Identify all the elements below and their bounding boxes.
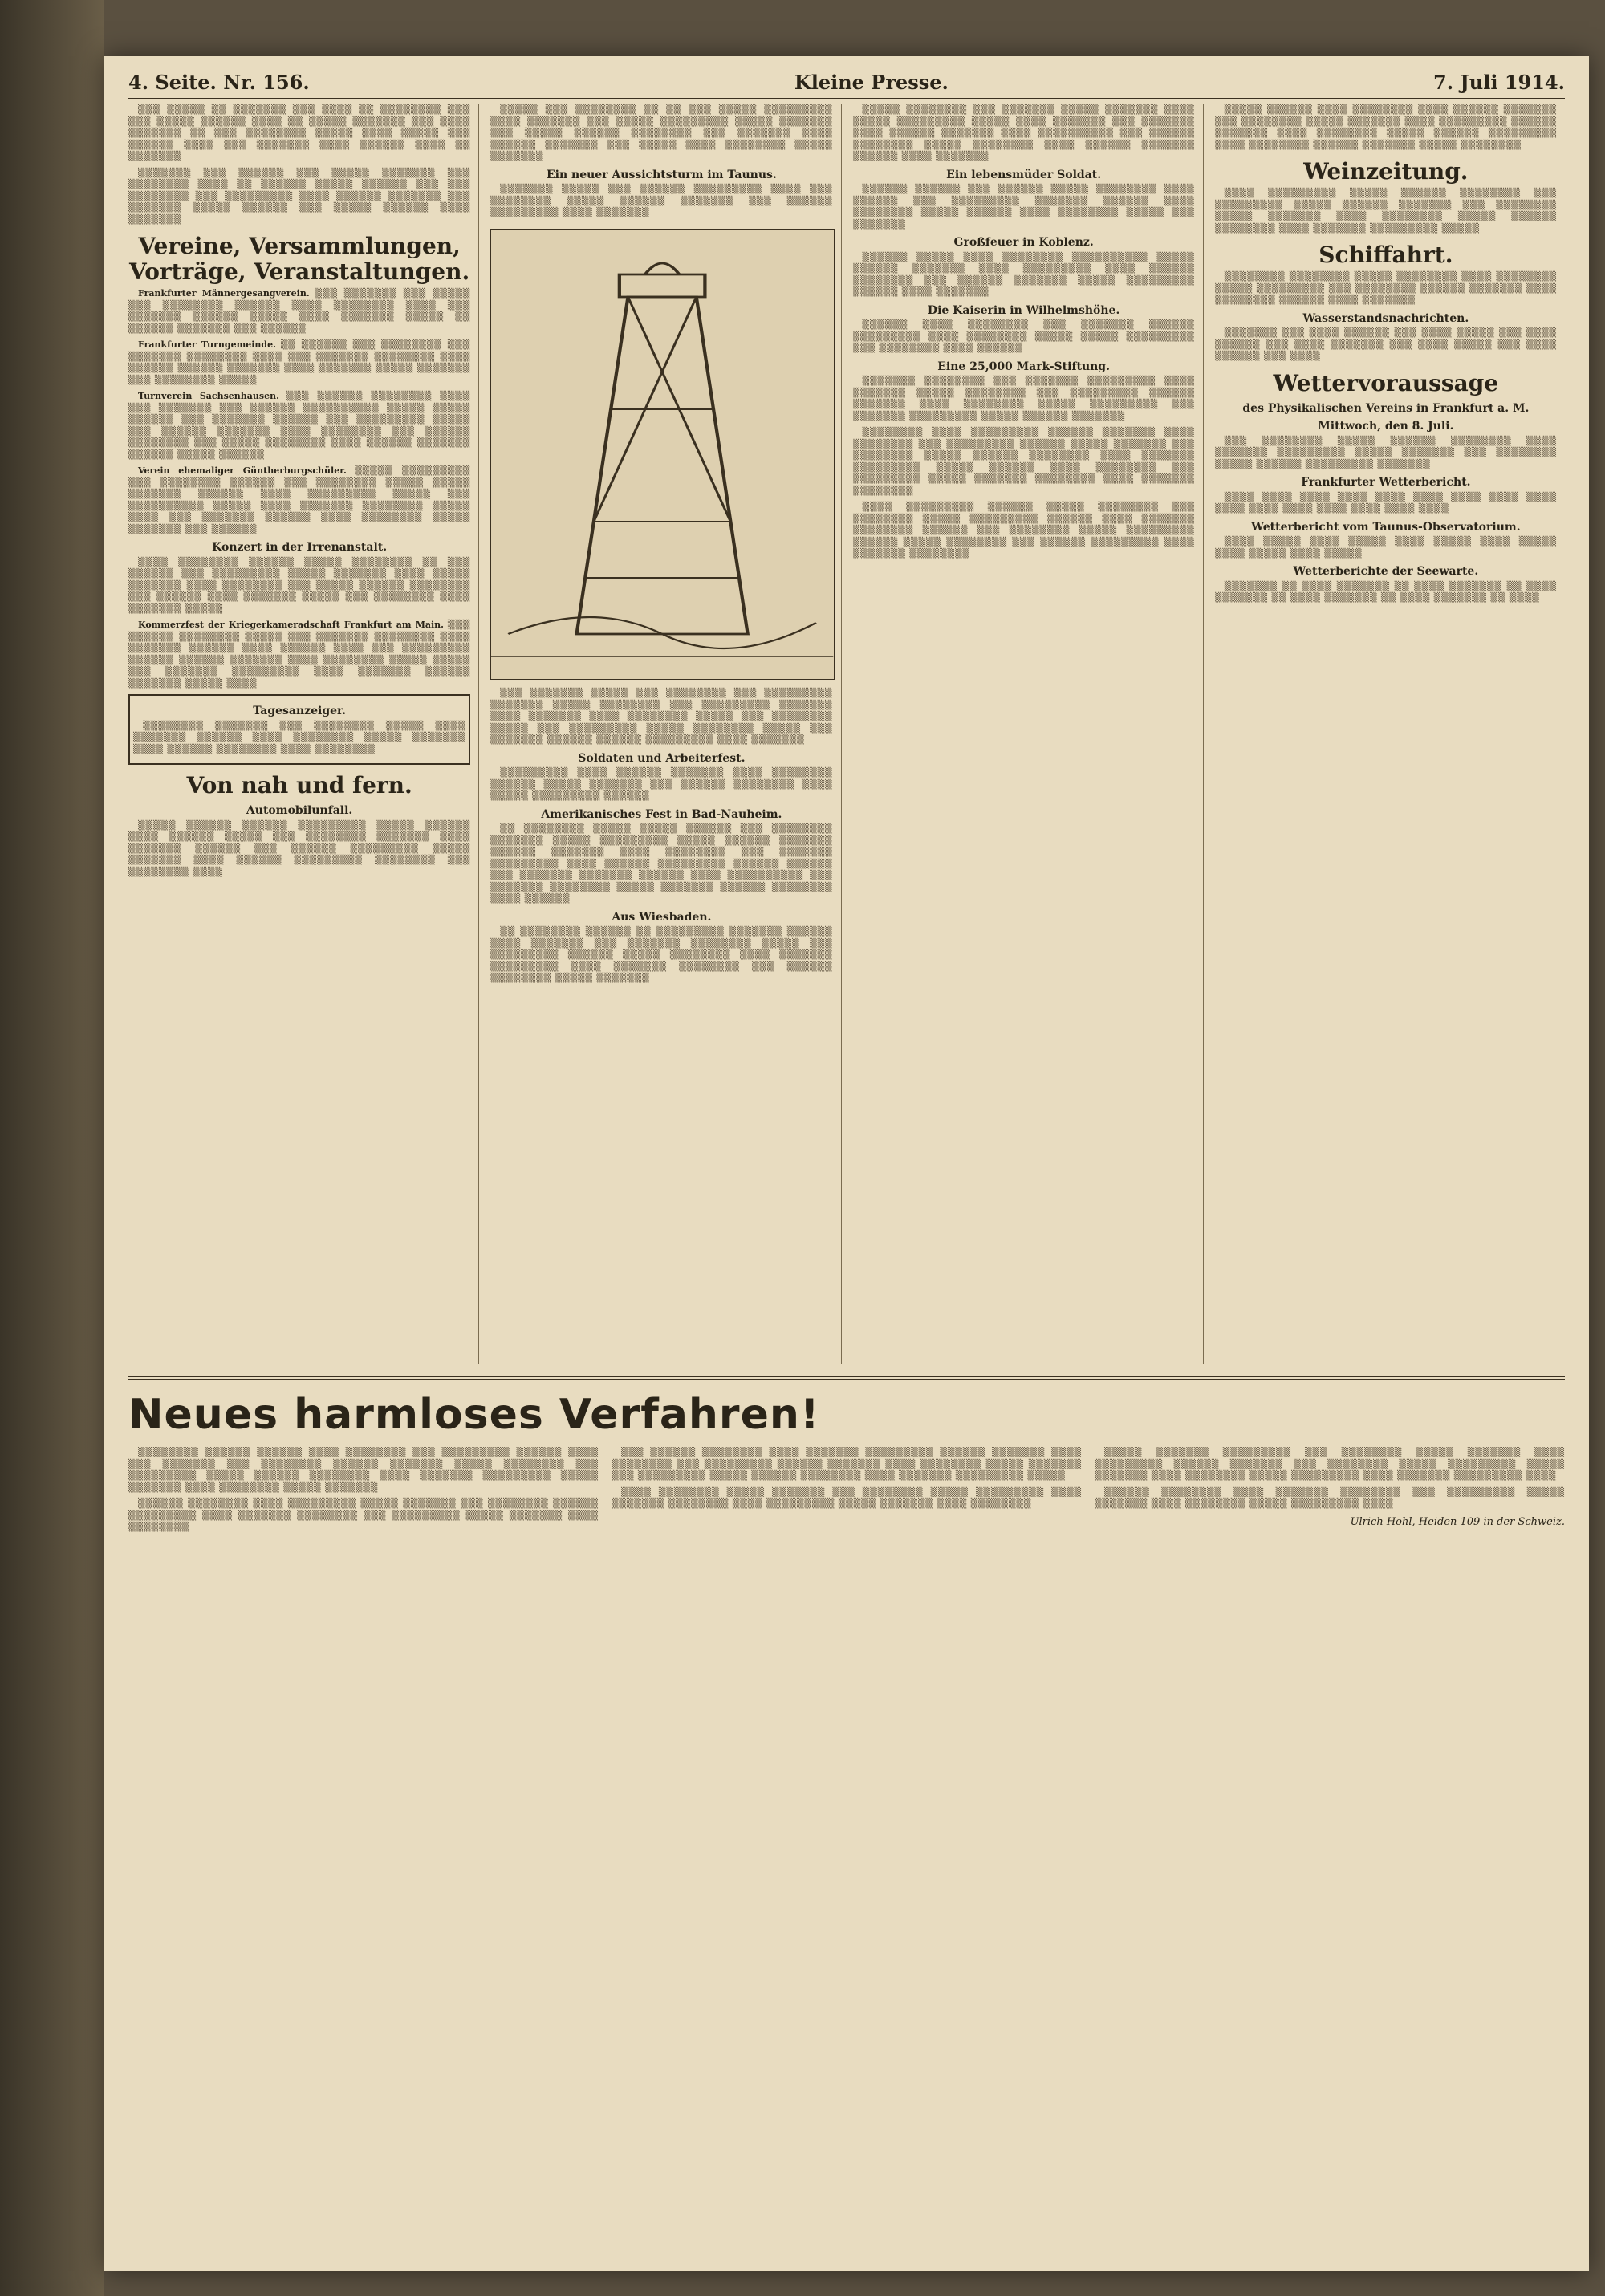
section-heading-wettervoraussage: Wettervoraussage — [1273, 369, 1499, 396]
notice-title: Kommerzfest der Kriegerkameradschaft Frankfurt am Main. — [138, 620, 445, 630]
article-heading: Automobilunfall. — [246, 804, 353, 817]
column-2: ▒▒▒▒▒ ▒▒▒ ▒▒▒▒▒▒▒▒ ▒▒ ▒▒ ▒▒▒ ▒▒▒▒▒ ▒▒▒▒▒▒▒▒▒ ▒▒▒▒ ▒▒▒▒▒▒▒ ▒▒▒ ▒▒▒▒▒ ▒▒▒▒▒▒▒▒▒ ▒▒▒▒▒ ▒▒▒▒▒▒▒ ▒▒▒ ▒▒▒▒▒ ▒▒▒▒▒▒ ▒▒▒▒▒▒▒▒ ▒▒▒ ▒▒▒▒▒▒▒ ▒▒▒▒ ▒▒▒▒▒▒ ▒▒▒▒▒▒▒ ▒▒▒ ▒▒▒▒▒ ▒▒▒▒ ▒▒▒▒▒▒▒▒ ▒▒▒▒▒ ▒▒▒▒▒▒▒ Ein neuer Aussichtsturm im Taunus. ▒▒▒▒▒▒▒ ▒▒▒▒▒ ▒▒▒ ▒▒▒▒▒▒ ▒▒▒▒▒▒▒▒▒ ▒▒▒▒ ▒▒▒ ▒▒▒▒▒▒▒▒ ▒▒▒▒▒ ▒▒▒▒▒▒ ▒▒▒▒▒▒▒ ▒▒▒ ▒▒▒▒▒▒ ▒▒▒▒▒▒▒▒▒ ▒▒▒▒ ▒▒▒▒▒▒▒ ▒▒▒ ▒▒▒▒▒▒▒ ▒▒▒▒▒ ▒▒▒ ▒▒▒▒▒▒▒▒ ▒▒▒ ▒▒▒▒▒▒▒▒▒ ▒▒▒▒▒▒▒ ▒▒▒▒▒ ▒▒▒▒▒▒▒▒ ▒▒▒ ▒▒▒▒▒▒▒▒▒ ▒▒▒▒▒▒▒ ▒▒▒▒ ▒▒▒▒▒▒▒ ▒▒▒▒ ▒▒▒▒▒▒▒▒ ▒▒▒▒▒ ▒▒▒ ▒▒▒▒▒▒▒▒ ▒▒▒▒▒ ▒▒▒ ▒▒▒▒▒▒▒▒▒ ▒▒▒▒▒ ▒▒▒▒▒▒▒▒ ▒▒▒▒▒ ▒▒▒ ▒▒▒▒▒▒▒ ▒▒▒▒▒▒ ▒▒▒▒▒▒ ▒▒▒▒▒▒▒▒▒ ▒▒▒▒ ▒▒▒▒▒▒▒ Soldaten und Arbeiterfest. ▒▒▒▒▒▒▒▒▒ ▒▒▒▒ ▒▒▒▒▒▒ ▒▒▒▒▒▒▒ ▒▒▒▒ ▒▒▒▒▒▒▒▒ ▒▒▒▒▒▒ ▒▒▒▒▒ ▒▒▒▒▒▒▒ ▒▒▒ ▒▒▒▒▒▒ ▒▒▒▒▒▒▒▒ ▒▒▒▒ ▒▒▒▒▒ ▒▒▒▒▒▒▒▒▒ ▒▒▒▒▒▒ Amerikanisches Fest in Bad-Nauheim. ▒▒ ▒▒▒▒▒▒▒▒ ▒▒▒▒▒ ▒▒▒▒▒ ▒▒▒▒▒▒ ▒▒▒ ▒▒▒▒▒▒▒▒ ▒▒▒▒▒▒▒ ▒▒▒▒▒ ▒▒▒▒▒▒▒▒▒ ▒▒▒▒▒ ▒▒▒▒▒▒ ▒▒▒▒▒▒▒ ▒▒▒▒▒▒ ▒▒▒▒▒▒▒ ▒▒▒▒ ▒▒▒▒▒▒▒▒ ▒▒▒ ▒▒▒▒▒▒▒ ▒▒▒▒▒▒▒▒▒ ▒▒▒▒ ▒▒▒▒▒▒ ▒▒▒▒▒▒▒▒▒ ▒▒▒▒▒▒ ▒▒▒▒▒▒ ▒▒▒ ▒▒▒▒▒▒▒ ▒▒▒▒▒▒▒ ▒▒▒▒▒▒ ▒▒▒▒ ▒▒▒▒▒▒▒▒▒▒ ▒▒▒ ▒▒▒▒▒▒▒ ▒▒▒▒▒▒▒▒ ▒▒▒▒▒ ▒▒▒▒▒▒▒ ▒▒▒▒▒▒ ▒▒▒▒▒▒▒▒ ▒▒▒▒ ▒▒▒▒▒▒ Aus Wiesbaden. ▒▒ ▒▒▒▒▒▒▒▒ ▒▒▒▒▒▒ ▒▒ ▒▒▒▒▒▒▒▒▒ ▒▒▒▒▒▒▒ ▒▒▒▒▒▒ ▒▒▒▒ ▒▒▒▒▒▒▒ ▒▒▒ ▒▒▒▒▒▒▒ ▒▒▒▒▒▒▒▒ ▒▒▒▒▒ ▒▒▒ ▒▒▒▒▒▒▒▒▒ ▒▒▒▒▒▒ ▒▒▒▒▒ ▒▒▒▒▒▒▒▒ ▒▒▒▒ ▒▒▒▒▒▒▒ ▒▒▒▒▒▒▒▒▒ ▒▒▒▒ ▒▒▒▒▒▒▒ ▒▒▒▒▒▒▒▒ ▒▒▒ ▒▒▒▒▒▒ ▒▒▒▒▒▒▒▒ ▒▒▒▒▒ ▒▒▒▒▒▒▒ — [490, 104, 841, 1364]
article-heading: Aus Wiesbaden. — [612, 910, 712, 924]
table-heading: Wasserstandsnachrichten. — [1302, 311, 1469, 325]
column-3: ▒▒▒▒▒ ▒▒▒▒▒▒▒▒ ▒▒▒ ▒▒▒▒▒▒▒ ▒▒▒▒▒ ▒▒▒▒▒▒▒ ▒▒▒▒ ▒▒▒▒▒ ▒▒▒▒▒▒▒▒▒ ▒▒▒▒▒ ▒▒▒▒ ▒▒▒▒▒▒▒ ▒▒▒ ▒▒▒▒▒▒▒ ▒▒▒▒ ▒▒▒▒▒▒ ▒▒▒▒▒▒▒ ▒▒▒▒ ▒▒▒▒▒▒▒▒▒▒ ▒▒▒ ▒▒▒▒▒▒ ▒▒▒▒▒▒▒▒ ▒▒▒▒▒ ▒▒▒▒▒▒▒▒ ▒▒▒▒ ▒▒▒▒▒▒ ▒▒▒▒▒▒▒ ▒▒▒▒▒▒ ▒▒▒▒ ▒▒▒▒▒▒▒ Ein lebensmüder Soldat. ▒▒▒▒▒▒ ▒▒▒▒▒▒ ▒▒▒ ▒▒▒▒▒▒ ▒▒▒▒▒ ▒▒▒▒▒▒▒▒ ▒▒▒▒ ▒▒▒▒▒▒ ▒▒▒ ▒▒▒▒▒▒▒▒▒ ▒▒▒▒▒▒▒ ▒▒▒▒▒▒ ▒▒▒▒ ▒▒▒▒▒▒▒▒ ▒▒▒▒▒ ▒▒▒▒▒▒ ▒▒▒▒ ▒▒▒▒▒▒▒▒ ▒▒▒▒▒ ▒▒▒ ▒▒▒▒▒▒▒ Großfeuer in Koblenz. ▒▒▒▒▒▒ ▒▒▒▒▒ ▒▒▒▒ ▒▒▒▒▒▒▒▒ ▒▒▒▒▒▒▒▒▒▒ ▒▒▒▒▒ ▒▒▒▒▒▒ ▒▒▒▒▒▒▒ ▒▒▒▒ ▒▒▒▒▒▒▒▒▒ ▒▒▒▒ ▒▒▒▒▒▒ ▒▒▒▒▒▒▒▒ ▒▒▒ ▒▒▒▒▒▒ ▒▒▒▒▒▒▒ ▒▒▒▒▒ ▒▒▒▒▒▒▒▒▒ ▒▒▒▒▒▒ ▒▒▒▒ ▒▒▒▒▒▒▒ Die Kaiserin in Wilhelmshöhe. ▒▒▒▒▒▒ ▒▒▒▒ ▒▒▒▒▒▒▒▒ ▒▒▒ ▒▒▒▒▒▒▒ ▒▒▒▒▒▒ ▒▒▒▒▒▒▒▒▒ ▒▒▒▒ ▒▒▒▒▒▒▒▒ ▒▒▒▒▒ ▒▒▒▒▒ ▒▒▒▒▒▒▒▒▒ ▒▒▒ ▒▒▒▒▒▒▒▒ ▒▒▒▒ ▒▒▒▒▒▒ Eine 25,000 Mark-Stiftung. ▒▒▒▒▒▒▒ ▒▒▒▒▒▒▒▒ ▒▒▒ ▒▒▒▒▒▒▒ ▒▒▒▒▒▒▒▒▒ ▒▒▒▒ ▒▒▒▒▒▒▒ ▒▒▒▒▒ ▒▒▒▒▒▒▒▒ ▒▒▒ ▒▒▒▒▒▒▒▒▒ ▒▒▒▒▒▒ ▒▒▒▒▒▒▒ ▒▒▒▒ ▒▒▒▒▒▒▒▒ ▒▒▒▒▒ ▒▒▒▒▒▒▒▒▒ ▒▒▒ ▒▒▒▒▒▒▒ ▒▒▒▒▒▒▒▒▒ ▒▒▒▒▒ ▒▒▒▒▒▒ ▒▒▒▒▒▒▒ ▒▒▒▒▒▒▒▒ ▒▒▒▒ ▒▒▒▒▒▒▒▒▒ ▒▒▒▒▒▒ ▒▒▒▒▒▒▒ ▒▒▒▒ ▒▒▒▒▒▒▒▒ ▒▒▒ ▒▒▒▒▒▒▒▒▒ ▒▒▒▒▒▒ ▒▒▒▒▒ ▒▒▒▒▒▒▒ ▒▒▒ ▒▒▒▒▒▒▒▒ ▒▒▒▒▒ ▒▒▒▒▒▒ ▒▒▒▒▒▒▒▒ ▒▒▒▒ ▒▒▒▒▒▒▒ ▒▒▒▒▒▒▒▒▒ ▒▒▒▒▒ ▒▒▒▒▒▒ ▒▒▒▒ ▒▒▒▒▒▒▒▒ ▒▒▒ ▒▒▒▒▒▒▒▒▒ ▒▒▒▒▒ ▒▒▒▒▒▒▒ ▒▒▒▒▒▒▒▒ ▒▒▒▒ ▒▒▒▒▒▒▒ ▒▒▒▒▒▒▒▒ ▒▒▒▒ ▒▒▒▒▒▒▒▒▒ ▒▒▒▒▒▒ ▒▒▒▒▒ ▒▒▒▒▒▒▒▒ ▒▒▒ ▒▒▒▒▒▒▒▒ ▒▒▒▒▒ ▒▒▒▒▒▒▒▒▒ ▒▒▒▒▒▒ ▒▒▒▒ ▒▒▒▒▒▒▒ ▒▒▒▒▒▒▒▒ ▒▒▒▒▒▒ ▒▒▒ ▒▒▒▒▒▒▒▒ ▒▒▒▒▒ ▒▒▒▒▒▒▒▒▒ ▒▒▒▒▒▒ ▒▒▒▒▒ ▒▒▒▒▒▒▒▒ ▒▒▒ ▒▒▒▒▒▒ ▒▒▒▒▒▒▒▒▒ ▒▒▒▒ ▒▒▒▒▒▒▒ ▒▒▒▒▒▒▒▒ — [853, 104, 1204, 1364]
article-heading: Ein neuer Aussichtsturm im Taunus. — [546, 168, 777, 181]
tagesanzeiger-heading: Tagesanzeiger. — [253, 705, 347, 717]
notice-title: Frankfurter Turngemeinde. — [138, 339, 276, 350]
observation-tower-illustration — [490, 229, 834, 680]
forecast-source: des Physikalischen Vereins in Frankfurt a. M. — [1242, 401, 1530, 415]
page-number: 4. Seite. Nr. 156. — [128, 70, 310, 94]
tagesanzeiger-box: Tagesanzeiger. ▒▒▒▒▒▒▒▒ ▒▒▒▒▒▒▒ ▒▒▒ ▒▒▒▒▒▒▒▒ ▒▒▒▒▒ ▒▒▒▒ ▒▒▒▒▒▒▒ ▒▒▒▒▒▒ ▒▒▒▒ ▒▒▒▒▒▒▒▒ ▒▒▒▒▒ ▒▒▒▒▒▒▒ ▒▒▒▒ ▒▒▒▒▒▒ ▒▒▒▒▒▒▒▒ ▒▒▒▒ ▒▒▒▒▒▒▒▒ — [128, 694, 470, 765]
ad-column-2: ▒▒▒ ▒▒▒▒▒▒ ▒▒▒▒▒▒▒▒ ▒▒▒▒ ▒▒▒▒▒▒▒ ▒▒▒▒▒▒▒▒▒ ▒▒▒▒▒▒ ▒▒▒▒▒▒▒ ▒▒▒▒ ▒▒▒▒▒▒▒▒ ▒▒▒ ▒▒▒▒▒▒▒▒▒ ▒▒▒▒▒▒ ▒▒▒▒▒▒▒ ▒▒▒▒ ▒▒▒▒▒▒▒▒ ▒▒▒▒▒ ▒▒▒▒▒▒▒ ▒▒▒ ▒▒▒▒▒▒▒▒▒ ▒▒▒▒▒ ▒▒▒▒▒▒ ▒▒▒▒▒▒▒▒ ▒▒▒▒ ▒▒▒▒▒▒▒ ▒▒▒▒▒▒▒▒▒ ▒▒▒▒▒ ▒▒▒▒ ▒▒▒▒▒▒▒▒ ▒▒▒▒▒ ▒▒▒▒▒▒▒ ▒▒▒ ▒▒▒▒▒▒▒▒ ▒▒▒▒▒ ▒▒▒▒▒▒▒▒▒ ▒▒▒▒ ▒▒▒▒▒▒▒ ▒▒▒▒▒▒▒▒ ▒▒▒▒ ▒▒▒▒▒▒▒▒▒ ▒▒▒▒▒ ▒▒▒▒▒▒▒ ▒▒▒▒ ▒▒▒▒▒▒▒▒ — [612, 1447, 1082, 1509]
article-heading: Ein lebensmüder Soldat. — [946, 168, 1102, 181]
notice-title: Verein ehemaliger Güntherburgschüler. — [138, 465, 347, 476]
newspaper-page — [104, 56, 1589, 2271]
ad-columns — [128, 1447, 1565, 2193]
ad-column-3: ▒▒▒▒▒ ▒▒▒▒▒▒▒ ▒▒▒▒▒▒▒▒▒ ▒▒▒ ▒▒▒▒▒▒▒▒ ▒▒▒▒▒ ▒▒▒▒▒▒▒ ▒▒▒▒ ▒▒▒▒▒▒▒▒▒ ▒▒▒▒▒▒ ▒▒▒▒▒▒▒ ▒▒▒ ▒▒▒▒▒▒▒▒ ▒▒▒▒▒ ▒▒▒▒▒▒▒▒▒ ▒▒▒▒▒ ▒▒▒▒▒▒▒ ▒▒▒▒ ▒▒▒▒▒▒▒▒ ▒▒▒▒▒ ▒▒▒▒▒▒▒▒▒ ▒▒▒▒ ▒▒▒▒▒▒▒ ▒▒▒▒▒▒▒▒▒ ▒▒▒▒ ▒▒▒▒▒▒ ▒▒▒▒▒▒▒▒ ▒▒▒▒ ▒▒▒▒▒▒▒ ▒▒▒▒▒▒▒▒ ▒▒▒ ▒▒▒▒▒▒▒▒▒ ▒▒▒▒▒ ▒▒▒▒▒▒▒ ▒▒▒▒ ▒▒▒▒▒▒▒▒ ▒▒▒▒▒ ▒▒▒▒▒▒▒▒▒ ▒▒▒▒ Ulrich Hohl, Heiden 109 in der Schweiz. — [1095, 1447, 1565, 1528]
notice-title: Frankfurter Männergesangverein. — [138, 288, 310, 299]
book-spine — [0, 0, 104, 2296]
issue-date: 7. Juli 1914. — [1433, 70, 1565, 94]
masthead: Kleine Presse. — [794, 70, 949, 94]
article-heading: Großfeuer in Koblenz. — [953, 236, 1094, 249]
column-1: ▒▒▒ ▒▒▒▒▒ ▒▒ ▒▒▒▒▒▒▒ ▒▒▒ ▒▒▒▒ ▒▒ ▒▒▒▒▒▒▒▒ ▒▒▒ ▒▒▒ ▒▒▒▒▒ ▒▒▒▒▒▒ ▒▒▒▒ ▒▒ ▒▒▒▒▒ ▒▒▒▒▒▒▒ ▒▒▒ ▒▒▒▒ ▒▒▒▒▒▒▒ ▒▒ ▒▒▒ ▒▒▒▒▒▒▒▒ ▒▒▒▒▒ ▒▒▒▒ ▒▒▒▒▒ ▒▒▒ ▒▒▒▒▒▒ ▒▒▒▒ ▒▒▒ ▒▒▒▒▒▒▒ ▒▒▒▒ ▒▒▒▒▒▒ ▒▒▒▒ ▒▒ ▒▒▒▒▒▒▒ ▒▒▒▒▒▒▒ ▒▒▒ ▒▒▒▒▒▒ ▒▒▒ ▒▒▒▒▒ ▒▒▒▒▒▒▒ ▒▒▒ ▒▒▒▒▒▒▒▒ ▒▒▒▒ ▒▒ ▒▒▒▒▒▒ ▒▒▒▒▒ ▒▒▒▒▒▒ ▒▒▒ ▒▒▒ ▒▒▒▒▒▒▒▒ ▒▒▒ ▒▒▒▒▒▒▒▒▒ ▒▒▒▒ ▒▒▒▒▒▒ ▒▒▒▒▒▒▒ ▒▒▒ ▒▒▒▒▒▒▒ ▒▒▒▒▒ ▒▒▒▒▒▒ ▒▒▒ ▒▒▒▒▒ ▒▒▒▒▒▒ ▒▒▒▒ ▒▒▒▒▒▒▒ Vereine, Versammlungen, Vorträge, Veranstaltungen. Frankfurter Männergesangverein. ▒▒▒ ▒▒▒▒▒▒▒ ▒▒▒ ▒▒▒▒▒ ▒▒▒ ▒▒▒▒▒▒▒▒ ▒▒▒▒▒▒ ▒▒▒▒ ▒▒▒▒▒▒▒▒ ▒▒▒▒ ▒▒▒ ▒▒▒▒▒▒▒ ▒▒▒▒▒▒ ▒▒▒▒▒ ▒▒▒▒ ▒▒▒▒▒▒▒ ▒▒▒▒▒ ▒▒ ▒▒▒▒▒▒ ▒▒▒▒▒▒▒ ▒▒▒ ▒▒▒▒▒▒ Frankfurter Turngemeinde. ▒▒ ▒▒▒▒▒▒ ▒▒▒ ▒▒▒▒▒▒▒▒ ▒▒▒ ▒▒▒▒▒▒▒ ▒▒▒▒▒▒▒▒ ▒▒▒▒ ▒▒▒ ▒▒▒▒▒▒▒ ▒▒▒▒▒▒▒▒ ▒▒▒▒ ▒▒▒▒▒▒ ▒▒▒▒▒▒ ▒▒▒▒▒▒▒ ▒▒▒▒ ▒▒▒▒▒▒▒ ▒▒▒▒▒ ▒▒▒▒▒▒▒ ▒▒▒ ▒▒▒▒▒▒▒▒ ▒▒▒▒▒ Turnverein Sachsenhausen. ▒▒▒ ▒▒▒▒▒▒ ▒▒▒▒▒▒▒▒ ▒▒▒▒ ▒▒▒ ▒▒▒▒▒▒▒ ▒▒▒ ▒▒▒▒▒▒ ▒▒▒▒▒▒▒▒▒▒ ▒▒▒▒▒ ▒▒▒▒▒ ▒▒▒▒▒▒ ▒▒▒ ▒▒▒▒▒▒▒ ▒▒▒▒▒▒ ▒▒▒ ▒▒▒▒▒▒▒▒▒ ▒▒▒▒▒ ▒▒▒ ▒▒▒▒▒▒ ▒▒▒▒▒▒▒ ▒▒▒▒ ▒▒▒▒▒▒▒▒ ▒▒▒ ▒▒▒▒▒▒ ▒▒▒▒▒▒▒▒ ▒▒▒ ▒▒▒▒▒ ▒▒▒▒▒▒▒▒ ▒▒▒▒ ▒▒▒▒▒▒ ▒▒▒▒▒▒▒ ▒▒▒▒▒▒ ▒▒▒▒▒ ▒▒▒▒▒▒ Verein ehemaliger Güntherburgschüler. ▒▒▒▒▒ ▒▒▒▒▒▒▒▒▒ ▒▒▒ ▒▒▒▒▒▒▒▒ ▒▒▒▒▒▒ ▒▒▒ ▒▒▒▒▒▒▒▒ ▒▒▒▒▒ ▒▒▒▒▒ ▒▒▒▒▒▒▒ ▒▒▒▒▒▒ ▒▒▒▒ ▒▒▒▒▒▒▒▒▒ ▒▒▒▒▒ ▒▒▒ ▒▒▒▒▒▒▒▒▒▒ ▒▒▒▒▒ ▒▒▒▒ ▒▒▒▒▒▒▒ ▒▒▒▒▒▒▒▒ ▒▒▒▒▒ ▒▒▒▒ ▒▒▒ ▒▒▒▒▒▒▒ ▒▒▒▒▒▒ ▒▒▒▒ ▒▒▒▒▒▒▒▒ ▒▒▒▒▒ ▒▒▒▒▒▒▒ ▒▒▒ ▒▒▒▒▒▒ Konzert in der Irrenanstalt. ▒▒▒▒ ▒▒▒▒▒▒▒▒ ▒▒▒▒▒▒ ▒▒▒▒▒ ▒▒▒▒▒▒▒▒ ▒▒ ▒▒▒ ▒▒▒▒▒▒ ▒▒▒ ▒▒▒▒▒▒▒▒▒ ▒▒▒▒▒ ▒▒▒▒▒▒▒ ▒▒▒▒ ▒▒▒▒▒ ▒▒▒▒▒▒▒ ▒▒▒▒ ▒▒▒▒▒▒▒▒ ▒▒▒ ▒▒▒▒▒ ▒▒▒▒▒▒ ▒▒▒▒▒▒▒▒ ▒▒▒ ▒▒▒▒▒▒ ▒▒▒▒ ▒▒▒▒▒▒▒ ▒▒▒▒▒ ▒▒▒ ▒▒▒▒▒▒▒▒ ▒▒▒▒ ▒▒▒▒▒▒▒ ▒▒▒▒▒ Kommerzfest der Kriegerkameradschaft Frankfurt am Main. ▒▒▒ ▒▒▒▒▒▒ ▒▒▒▒▒▒▒▒ ▒▒▒▒▒ ▒▒▒ ▒▒▒▒▒▒▒ ▒▒▒▒▒▒▒▒ ▒▒▒▒ ▒▒▒▒▒▒▒ ▒▒▒▒▒▒ ▒▒▒▒ ▒▒▒▒▒▒ ▒▒▒▒ ▒▒▒ ▒▒▒▒▒▒▒▒▒ ▒▒▒▒▒▒ ▒▒▒▒▒▒ ▒▒▒▒▒▒▒ ▒▒▒▒ ▒▒▒▒▒▒▒▒ ▒▒▒▒▒ ▒▒▒▒▒ ▒▒▒ ▒▒▒▒▒▒▒ ▒▒▒▒▒▒▒▒▒ ▒▒▒▒ ▒▒▒▒▒▒▒ ▒▒▒▒▒▒ ▒▒▒▒▒▒▒ ▒▒▒▒▒ ▒▒▒▒ Tagesanzeiger. ▒▒▒▒▒▒▒▒ ▒▒▒▒▒▒▒ ▒▒▒ ▒▒▒▒▒▒▒▒ ▒▒▒▒▒ ▒▒▒▒ ▒▒▒▒▒▒▒ ▒▒▒▒▒▒ ▒▒▒▒ ▒▒▒▒▒▒▒▒ ▒▒▒▒▒ ▒▒▒▒▒▒▒ ▒▒▒▒ ▒▒▒▒▒▒ ▒▒▒▒▒▒▒▒ ▒▒▒▒ ▒▒▒▒▒▒▒▒ Von nah und fern. Automobilunfall. ▒▒▒▒▒ ▒▒▒▒▒▒ ▒▒▒▒▒▒ ▒▒▒▒▒▒▒▒▒ ▒▒▒▒▒ ▒▒▒▒▒▒ ▒▒▒▒ ▒▒▒▒▒▒ ▒▒▒▒▒ ▒▒▒ ▒▒▒▒▒▒▒▒ ▒▒▒▒▒▒▒ ▒▒▒▒ ▒▒▒▒▒▒▒ ▒▒▒▒▒▒ ▒▒▒ ▒▒▒▒▒▒ ▒▒▒▒▒▒▒▒▒ ▒▒▒▒▒ ▒▒▒▒▒▒▒ ▒▒▒▒ ▒▒▒▒▒▒ ▒▒▒▒▒▒▒▒▒ ▒▒▒▒▒▒▒▒ ▒▒▒ ▒▒▒▒▒▒▒▒ ▒▒▒▒ — [128, 104, 479, 1364]
notice-heading: Konzert in der Irrenanstalt. — [212, 541, 388, 554]
ad-signature: Ulrich Hohl, Heiden 109 in der Schweiz. — [1350, 1515, 1565, 1528]
table-heading: Wetterbericht vom Taunus-Observatorium. — [1251, 520, 1521, 534]
page-header — [128, 66, 1565, 100]
section-heading-schiffahrt: Schiffahrt. — [1319, 242, 1453, 268]
notice-title: Turnverein Sachsenhausen. — [138, 391, 279, 401]
article-columns — [128, 104, 1565, 1364]
advertisement — [128, 1376, 1565, 2246]
article-heading: Die Kaiserin in Wilhelmshöhe. — [927, 303, 1120, 317]
column-4: ▒▒▒▒▒ ▒▒▒▒▒▒ ▒▒▒▒ ▒▒▒▒▒▒▒▒ ▒▒▒▒ ▒▒▒▒▒▒ ▒▒▒▒▒▒▒ ▒▒▒ ▒▒▒▒▒▒▒▒ ▒▒▒▒▒ ▒▒▒▒▒▒▒ ▒▒▒▒ ▒▒▒▒▒▒▒▒▒ ▒▒▒▒▒▒ ▒▒▒▒▒▒▒ ▒▒▒▒ ▒▒▒▒▒▒▒▒ ▒▒▒▒▒ ▒▒▒▒▒▒ ▒▒▒▒▒▒▒▒▒ ▒▒▒▒ ▒▒▒▒▒▒▒▒ ▒▒▒▒▒▒ ▒▒▒▒▒▒▒ ▒▒▒▒▒ ▒▒▒▒▒▒▒▒ Weinzeitung. ▒▒▒▒ ▒▒▒▒▒▒▒▒▒ ▒▒▒▒▒ ▒▒▒▒▒▒ ▒▒▒▒▒▒▒▒ ▒▒▒ ▒▒▒▒▒▒▒▒▒ ▒▒▒▒▒ ▒▒▒▒▒▒ ▒▒▒▒▒▒▒ ▒▒▒ ▒▒▒▒▒▒▒▒ ▒▒▒▒▒ ▒▒▒▒▒▒▒ ▒▒▒▒ ▒▒▒▒▒▒▒▒ ▒▒▒▒▒ ▒▒▒▒▒▒ ▒▒▒▒▒▒▒▒ ▒▒▒▒ ▒▒▒▒▒▒▒ ▒▒▒▒▒▒▒▒▒ ▒▒▒▒▒ Schiffahrt. ▒▒▒▒▒▒▒▒ ▒▒▒▒▒▒▒▒ ▒▒▒▒▒ ▒▒▒▒▒▒▒▒ ▒▒▒▒ ▒▒▒▒▒▒▒▒ ▒▒▒▒▒ ▒▒▒▒▒▒▒▒▒ ▒▒▒ ▒▒▒▒▒▒▒▒ ▒▒▒▒▒▒ ▒▒▒▒▒▒▒ ▒▒▒▒ ▒▒▒▒▒▒▒▒ ▒▒▒▒▒▒ ▒▒▒▒ ▒▒▒▒▒▒▒ Wasserstandsnachrichten. ▒▒▒▒▒▒▒ ▒▒▒ ▒▒▒▒ ▒▒▒▒▒▒ ▒▒▒ ▒▒▒▒ ▒▒▒▒▒ ▒▒▒ ▒▒▒▒ ▒▒▒▒▒▒ ▒▒▒ ▒▒▒▒ ▒▒▒▒▒▒▒ ▒▒▒ ▒▒▒▒ ▒▒▒▒▒ ▒▒▒ ▒▒▒▒ ▒▒▒▒▒▒ ▒▒▒ ▒▒▒▒ Wettervoraussage des Physikalischen Vereins in Frankfurt a. M. Mittwoch, den 8. Juli. ▒▒▒ ▒▒▒▒▒▒▒▒ ▒▒▒▒▒ ▒▒▒▒▒▒ ▒▒▒▒▒▒▒▒ ▒▒▒▒ ▒▒▒▒▒▒▒ ▒▒▒▒▒▒▒▒▒ ▒▒▒▒▒ ▒▒▒▒▒▒▒ ▒▒▒ ▒▒▒▒▒▒▒▒ ▒▒▒▒▒ ▒▒▒▒▒▒ ▒▒▒▒▒▒▒▒▒ ▒▒▒▒▒▒▒ Frankfurter Wetterbericht. ▒▒▒▒ ▒▒▒▒ ▒▒▒▒ ▒▒▒▒ ▒▒▒▒ ▒▒▒▒ ▒▒▒▒ ▒▒▒▒ ▒▒▒▒ ▒▒▒▒ ▒▒▒▒ ▒▒▒▒ ▒▒▒▒ ▒▒▒▒ ▒▒▒▒ ▒▒▒▒ Wetterbericht vom Taunus-Observatorium. ▒▒▒▒ ▒▒▒▒▒ ▒▒▒▒ ▒▒▒▒▒ ▒▒▒▒ ▒▒▒▒▒ ▒▒▒▒ ▒▒▒▒▒ ▒▒▒▒ ▒▒▒▒▒ ▒▒▒▒ ▒▒▒▒▒ Wetterberichte der Seewarte. ▒▒▒▒▒▒▒ ▒▒ ▒▒▒▒ ▒▒▒▒▒▒▒ ▒▒ ▒▒▒▒ ▒▒▒▒▒▒▒ ▒▒ ▒▒▒▒ ▒▒▒▒▒▒▒ ▒▒ ▒▒▒▒ ▒▒▒▒▒▒▒ ▒▒ ▒▒▒▒ ▒▒▒▒▒▒▒ ▒▒ ▒▒▒▒ — [1214, 104, 1557, 603]
table-heading: Frankfurter Wetterbericht. — [1301, 476, 1471, 489]
section-heading-von-nah-und-fern: Von nah und fern. — [186, 772, 412, 799]
article-heading: Soldaten und Arbeiterfest. — [578, 751, 746, 765]
section-heading-vereine: Vereine, Versammlungen, Vorträge, Veranstaltungen. — [129, 233, 470, 285]
article-heading: Eine 25,000 Mark-Stiftung. — [937, 360, 1110, 373]
ad-headline: Neues harmloses Verfahren! — [128, 1391, 820, 1439]
table-heading: Wetterberichte der Seewarte. — [1293, 565, 1479, 578]
article-heading: Amerikanisches Fest in Bad-Nauheim. — [541, 807, 782, 821]
section-heading-weinzeitung: Weinzeitung. — [1303, 158, 1469, 185]
ad-column-1: ▒▒▒▒▒▒▒▒ ▒▒▒▒▒▒ ▒▒▒▒▒▒ ▒▒▒▒ ▒▒▒▒▒▒▒▒ ▒▒▒ ▒▒▒▒▒▒▒▒▒ ▒▒▒▒▒▒ ▒▒▒▒ ▒▒▒ ▒▒▒▒▒▒▒ ▒▒▒ ▒▒▒▒▒▒▒▒ ▒▒▒▒▒▒ ▒▒▒▒▒▒▒ ▒▒▒▒▒ ▒▒▒▒▒▒▒▒ ▒▒▒ ▒▒▒▒▒▒▒▒▒ ▒▒▒▒▒ ▒▒▒▒▒▒ ▒▒▒▒▒▒▒▒ ▒▒▒▒ ▒▒▒▒▒▒▒ ▒▒▒▒▒▒▒▒▒ ▒▒▒▒▒ ▒▒▒▒▒▒▒ ▒▒▒▒ ▒▒▒▒▒▒▒▒ ▒▒▒▒▒ ▒▒▒▒▒▒▒ ▒▒▒▒▒▒ ▒▒▒▒▒▒▒▒ ▒▒▒▒ ▒▒▒▒▒▒▒▒▒ ▒▒▒▒▒ ▒▒▒▒▒▒▒ ▒▒▒ ▒▒▒▒▒▒▒▒ ▒▒▒▒▒▒ ▒▒▒▒▒▒▒▒▒ ▒▒▒▒ ▒▒▒▒▒▒▒ ▒▒▒▒▒▒▒▒ ▒▒▒ ▒▒▒▒▒▒▒▒▒ ▒▒▒▒▒ ▒▒▒▒▒▒▒ ▒▒▒▒ ▒▒▒▒▒▒▒▒ — [128, 1447, 599, 1532]
forecast-date: Mittwoch, den 8. Juli. — [1318, 420, 1454, 433]
